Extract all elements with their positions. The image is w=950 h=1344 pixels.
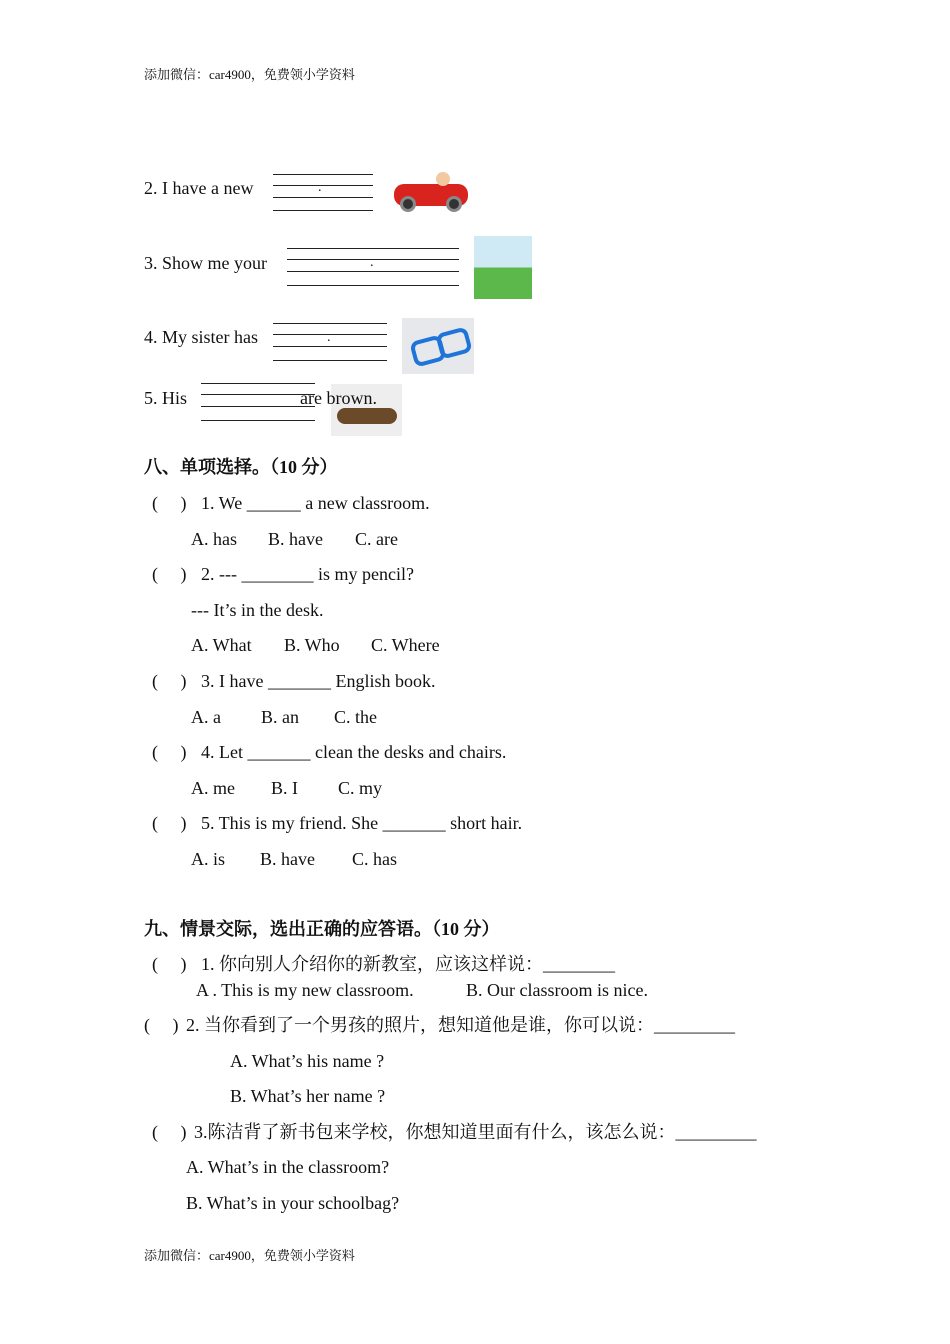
question-text: 1. We ______ a new classroom. (201, 493, 430, 513)
answer-paren[interactable]: ( ) (152, 493, 187, 513)
question-text: 3.陈洁背了新书包来学校，你想知道里面有什么，该怎么说：_________ (194, 1122, 757, 1142)
answer-line (201, 383, 315, 384)
answer-line (201, 420, 315, 421)
question-text: 5. This is my friend. She _______ short hair. (201, 813, 523, 833)
question-text: 2. --- ________ is my pencil? (201, 564, 414, 584)
answer-line (201, 394, 315, 395)
option: C. Where (371, 635, 440, 655)
option: B. What’s her name ? (230, 1086, 386, 1106)
answer-line (273, 210, 373, 211)
watermark-top: 添加微信：car4900，免费领小学资料 (144, 67, 355, 82)
option: A. a (191, 707, 221, 727)
option: B. an (261, 707, 299, 727)
answer-line (287, 248, 459, 249)
question-text: 2. 当你看到了一个男孩的照片，想知道他是谁，你可以说：_________ (186, 1015, 735, 1035)
blank-dot: . (318, 180, 322, 195)
answer-line (287, 271, 459, 272)
option: B. What’s in your schoolbag? (186, 1193, 400, 1213)
question-text: 3. I have _______ English book. (201, 671, 436, 691)
answer-line (273, 346, 387, 347)
fill-item-4: 4. My sister has (144, 327, 258, 347)
answer-paren[interactable]: ( ) (152, 564, 187, 584)
option: C. has (352, 849, 397, 869)
car-image (392, 170, 474, 216)
answer-paren[interactable]: ( ) (152, 742, 187, 762)
answer-line (287, 285, 459, 286)
option: A. What’s in the classroom? (186, 1157, 390, 1177)
option: A. is (191, 849, 226, 869)
option: A . This is my new classroom. (196, 980, 414, 1000)
question-text: 1. 你向别人介绍你的新教室，应该这样说：________ (201, 954, 615, 974)
section-8-title: 八、单项选择。（10 分） (144, 457, 338, 477)
option: C. are (355, 529, 398, 549)
option: B. Who (284, 635, 340, 655)
answer-paren[interactable]: ( ) (152, 1122, 187, 1142)
option: A. What (191, 635, 252, 655)
blank-dot: . (370, 255, 374, 270)
glasses-image (402, 318, 474, 374)
answer-line (273, 360, 387, 361)
question-subtext: --- It’s in the desk. (191, 600, 324, 620)
option: C. the (334, 707, 377, 727)
option: B. I (271, 778, 298, 798)
option: B. Our classroom is nice. (466, 980, 648, 1000)
blank-dot: . (327, 330, 331, 345)
option: B. have (260, 849, 315, 869)
option: A. has (191, 529, 237, 549)
section-9-title: 九、情景交际，选出正确的应答语。（10 分） (144, 919, 500, 939)
answer-line (273, 174, 373, 175)
question-text: 4. Let _______ clean the desks and chairs. (201, 742, 507, 762)
option: A. What’s his name ? (230, 1051, 385, 1071)
option: A. me (191, 778, 235, 798)
fill-item-2: 2. I have a new (144, 178, 254, 198)
fill-item-5: 5. His (144, 388, 188, 408)
watermark-bottom: 添加微信：car4900，免费领小学资料 (144, 1248, 355, 1263)
answer-line (273, 323, 387, 324)
answer-paren[interactable]: ( ) (144, 1015, 179, 1035)
textbook-image (474, 236, 532, 299)
answer-line (201, 406, 315, 407)
option: C. my (338, 778, 383, 798)
answer-line (273, 185, 373, 186)
fill-item-3: 3. Show me your (144, 253, 267, 273)
answer-line (273, 197, 373, 198)
answer-paren[interactable]: ( ) (152, 813, 187, 833)
option: B. have (268, 529, 323, 549)
fill-item-5-suffix: are brown. (300, 388, 377, 408)
answer-paren[interactable]: ( ) (152, 671, 187, 691)
answer-paren[interactable]: ( ) (152, 954, 187, 974)
